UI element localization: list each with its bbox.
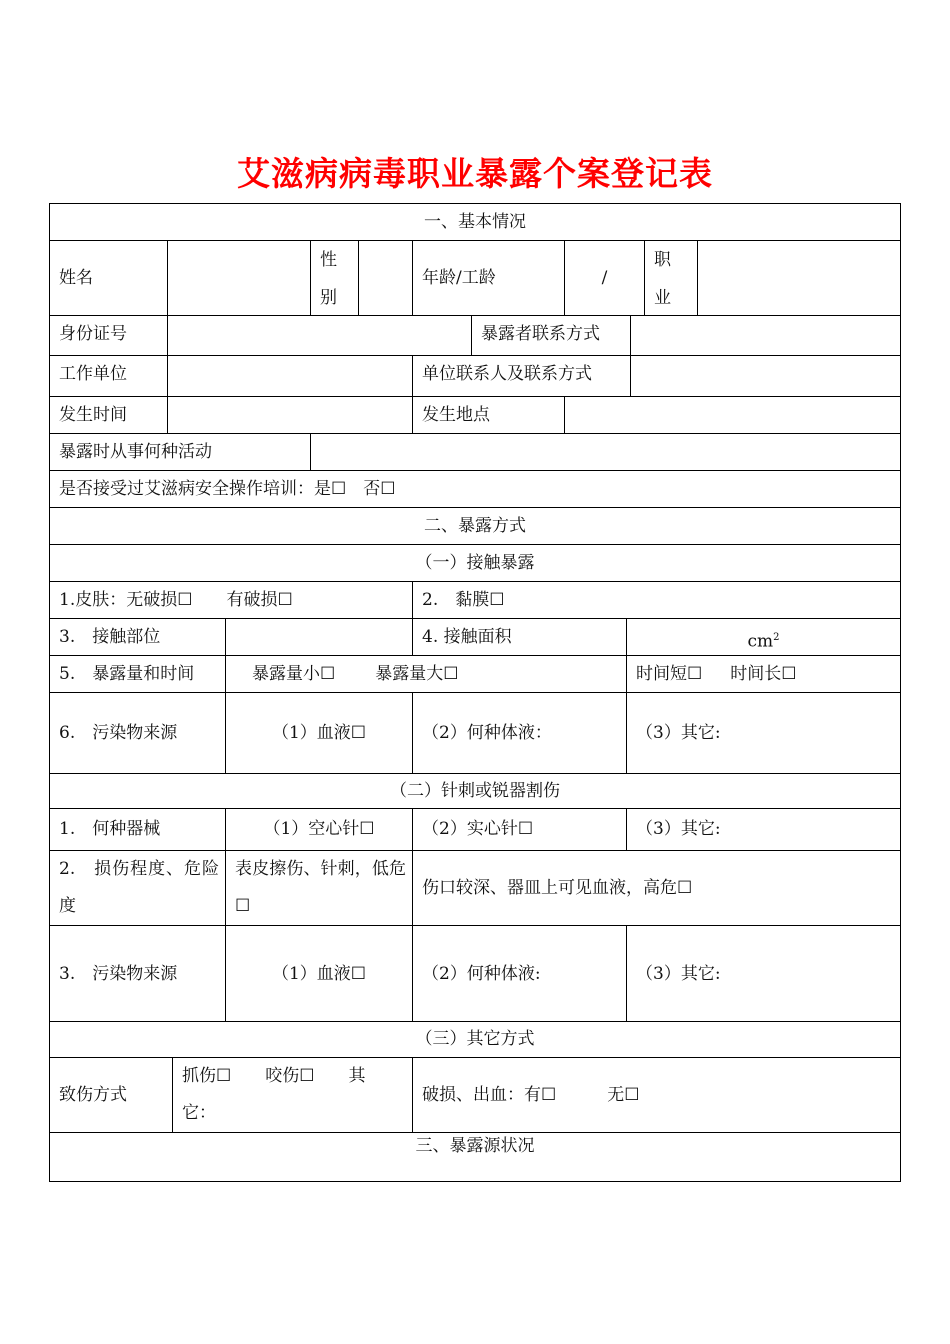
severity-label xyxy=(50,851,225,925)
source-other-field[interactable]: （3）其它: xyxy=(626,693,900,773)
needle-source-label: 3. 污染物来源 xyxy=(59,963,178,984)
time-place-row xyxy=(50,397,900,434)
contact-source-row xyxy=(50,693,900,774)
amount-time-row xyxy=(50,656,900,693)
training-row xyxy=(50,471,900,508)
age-field[interactable]: / xyxy=(564,241,644,315)
injury-options[interactable] xyxy=(172,1058,412,1132)
area-unit: cm xyxy=(747,631,774,652)
needle-source-other-field[interactable]: （3）其它: xyxy=(626,926,900,1021)
severity-label-text: 2. 损伤程度、危险度 xyxy=(59,859,219,916)
job-label-line2: 业 xyxy=(654,288,671,308)
needle-source-fluid-field[interactable]: （2）何种体液: xyxy=(412,926,626,1021)
needle-source-blood-option[interactable]: （1）血液☐ xyxy=(225,926,412,1021)
gender-label-line1: 性 xyxy=(320,250,337,270)
area-field[interactable] xyxy=(626,619,900,655)
gender-field[interactable] xyxy=(358,241,412,315)
amount-label: 5. 暴露量和时间 xyxy=(59,664,195,684)
injury-options-line2: 它： xyxy=(182,1103,216,1123)
area-unit-sup: 2 xyxy=(773,632,780,643)
needle-source-row xyxy=(50,926,900,1022)
subsection-title: （二）针刺或锐器割伤 xyxy=(390,781,560,801)
gender-label-line2: 别 xyxy=(320,288,337,308)
injury-options-line1: 抓伤☐ 咬伤☐ 其 xyxy=(182,1066,366,1086)
contact-field[interactable] xyxy=(630,316,900,355)
section-title: 一、基本情况 xyxy=(424,212,526,232)
unit-contact-field[interactable] xyxy=(630,356,900,396)
gender-label xyxy=(310,241,358,315)
job-label xyxy=(644,241,697,315)
work-unit-field[interactable] xyxy=(167,356,412,396)
injury-label: 致伤方式 xyxy=(59,1085,127,1105)
subsection-header-needle xyxy=(50,774,900,809)
basic-info-row xyxy=(50,241,900,316)
page-title: 艾滋病病毒职业暴露个案登记表 xyxy=(237,154,713,193)
id-row xyxy=(50,316,900,356)
low-risk-text: 表皮擦伤、针刺，低危 ☐ xyxy=(235,859,406,916)
amount-large-option[interactable]: 暴露量大☐ xyxy=(375,664,459,684)
solid-needle-option[interactable]: （2）实心针☐ xyxy=(412,809,626,850)
subsection-title: （一）接触暴露 xyxy=(415,553,535,573)
severity-row xyxy=(50,851,900,926)
time-short-option[interactable]: 时间短☐ xyxy=(636,664,703,684)
id-field[interactable] xyxy=(167,316,471,355)
mucosa-option[interactable]: 2. 黏膜☐ xyxy=(412,582,900,618)
age-label: 年龄/工龄 xyxy=(412,241,564,315)
work-unit-label: 工作单位 xyxy=(59,364,127,384)
registration-form xyxy=(49,203,901,1182)
section-header-source xyxy=(50,1133,900,1181)
site-label: 3. 接触部位 xyxy=(59,627,161,647)
time-long-option[interactable]: 时间长☐ xyxy=(730,664,797,684)
section-header-exposure xyxy=(50,508,900,545)
id-label: 身份证号 xyxy=(59,324,127,344)
place-label: 发生地点 xyxy=(412,397,564,433)
work-unit-row xyxy=(50,356,900,397)
activity-row xyxy=(50,434,900,471)
amount-options xyxy=(225,656,626,692)
hollow-needle-option[interactable]: （1）空心针☐ xyxy=(225,809,412,850)
skin-mucosa-row xyxy=(50,582,900,619)
activity-field[interactable] xyxy=(310,434,900,470)
site-area-row xyxy=(50,619,900,656)
device-row xyxy=(50,809,900,851)
site-field[interactable] xyxy=(225,619,412,655)
subsection-header-other xyxy=(50,1022,900,1058)
place-field[interactable] xyxy=(564,397,900,433)
section-title: 二、暴露方式 xyxy=(424,516,526,536)
injury-row xyxy=(50,1058,900,1133)
job-label-line1: 职 xyxy=(654,250,671,270)
section-title: 三、暴露源状况 xyxy=(415,1136,535,1156)
subsection-title: （三）其它方式 xyxy=(415,1029,535,1049)
time-label: 发生时间 xyxy=(59,405,127,425)
section-header-basic xyxy=(50,204,900,241)
time-options xyxy=(626,656,900,692)
low-risk-option[interactable] xyxy=(225,851,412,925)
device-other-field[interactable]: （3）其它: xyxy=(626,809,900,850)
bleeding-options[interactable]: 破损、出血：有☐ 无☐ xyxy=(412,1058,900,1132)
name-label: 姓名 xyxy=(59,268,93,288)
source-label: 6. 污染物来源 xyxy=(59,723,178,743)
subsection-header-contact xyxy=(50,545,900,582)
job-field[interactable] xyxy=(697,241,900,315)
amount-small-option[interactable]: 暴露量小☐ xyxy=(252,664,336,684)
skin-option[interactable]: 1.皮肤：无破损☐ 有破损☐ xyxy=(59,590,293,610)
name-field[interactable] xyxy=(167,241,310,315)
high-risk-option[interactable]: 伤口较深、器皿上可见血液，高危☐ xyxy=(412,851,900,925)
contact-label: 暴露者联系方式 xyxy=(471,316,630,355)
training-question[interactable]: 是否接受过艾滋病安全操作培训：是☐ 否☐ xyxy=(59,479,396,499)
source-fluid-field[interactable]: （2）何种体液： xyxy=(412,693,626,773)
time-field[interactable] xyxy=(167,397,412,433)
device-label: 1. 何种器械 xyxy=(59,819,161,839)
unit-contact-label: 单位联系人及联系方式 xyxy=(412,356,630,396)
activity-label: 暴露时从事何种活动 xyxy=(59,442,212,462)
source-blood-option[interactable]: （1）血液☐ xyxy=(225,693,412,773)
area-label: 4. 接触面积 xyxy=(412,619,626,655)
